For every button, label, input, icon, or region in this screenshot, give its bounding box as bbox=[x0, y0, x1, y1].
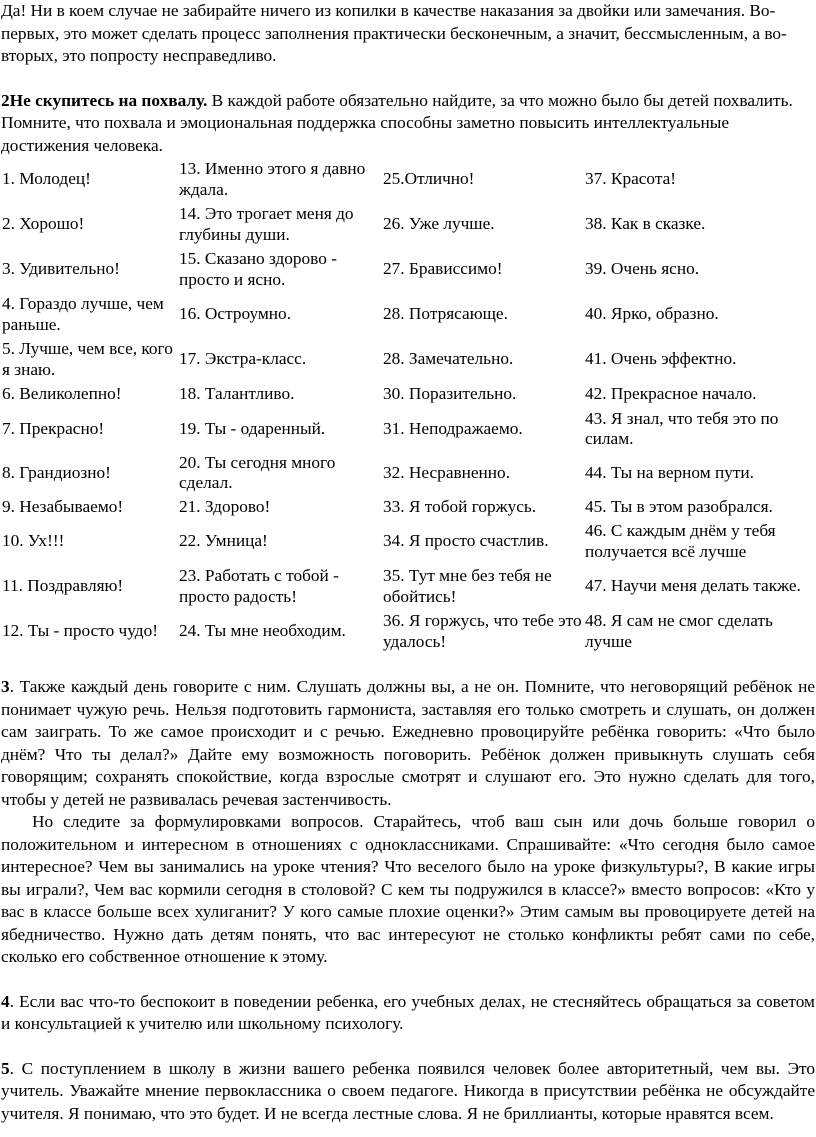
table-cell: 18. Талантливо. bbox=[179, 384, 295, 404]
table-cell: 28. Потрясающе. bbox=[383, 304, 508, 324]
table-cell: 28. Замечательно. bbox=[383, 349, 514, 369]
table-cell: 26. Уже лучше. bbox=[383, 214, 495, 234]
table-cell: 24. Ты мне необходим. bbox=[179, 621, 346, 641]
section-3-text: . Также каждый день говорите с ним. Слушать должны вы, а не он. Помните, что неговорящий ребёнок не понимает чужую речь. Нельзя подготовить гармониста, заставляя его только смотреть и слушать, он должен сам заиграть. То же самое происходит и с речью. Ежедневно провоцируйте ребёнка говорить: «Что было днём? Что ты делал?» Дайте ему возможность поговорить. Ребёнок должен привыкнуть слушать себя говорящим; сохранять спокойствие, когда взрослые смотрят и слушают его. Это нужно сделать для того, чтобы у детей не развивалась речевая застенчивость. bbox=[1, 677, 815, 809]
table-cell: 48. Я сам не смог сделать лучше bbox=[585, 611, 773, 651]
section-2-text: В каждой работе обязательно найдите, за что можно было бы детей похвалить. Помните, что похвала и эмоциональная поддержка способны заметно повысить интеллектуальные достижения человека. bbox=[1, 90, 793, 155]
table-cell: 15. Сказано здорово - просто и ясно. bbox=[179, 249, 337, 289]
table-cell: 46. С каждым днём у тебя получается всё лучше bbox=[585, 521, 776, 561]
table-row bbox=[0, 247, 816, 292]
table-cell: 12. Ты - просто чудо! bbox=[2, 621, 158, 641]
table-cell: 13. Именно этого я давно ждала. bbox=[179, 159, 366, 199]
section-4-text: . Если вас что-то беспокоит в поведении ребенка, его учебных делах, не стесняйтесь обращаться за советом и консультацией к учителю или школьному психологу. bbox=[1, 991, 815, 1033]
section-3-number: 3 bbox=[1, 677, 10, 696]
table-cell: 43. Я знал, что тебя это по силам. bbox=[585, 408, 779, 448]
table-row bbox=[0, 202, 816, 247]
table-row bbox=[0, 407, 816, 451]
table-row bbox=[0, 157, 816, 202]
table-row bbox=[0, 337, 816, 382]
table-cell: 27. Брависсимо! bbox=[383, 259, 503, 279]
section-4-paragraph bbox=[1, 991, 815, 1036]
table-row bbox=[0, 495, 816, 519]
table-cell: 2. Хорошо! bbox=[2, 214, 85, 234]
section-5-paragraph bbox=[1, 1058, 815, 1126]
table-cell: 35. Тут мне без тебя не обойтись! bbox=[383, 566, 552, 606]
table-cell: 34. Я просто счастлив. bbox=[383, 531, 549, 551]
section-2-heading: Не скупитесь на похвалу. bbox=[9, 90, 208, 110]
table-cell: 8. Грандиозно! bbox=[2, 462, 111, 482]
section-5-text: . С поступлением в школу в жизни вашего ребенка появился человек более авторитетный, чем вы. Это учитель. Уважайте мнение первоклассника о своем педагоге. Никогда в присутствии ребёнка не обсуждайте учителя. Я понимаю, что это будет. И не всегда лестные слова. Я не бриллианты, которые нравятся всем. bbox=[1, 1058, 815, 1123]
table-cell: 20. Ты сегодня много сделал. bbox=[179, 452, 336, 492]
table-cell: 6. Великолепно! bbox=[2, 384, 122, 404]
table-cell: 25.Отлично! bbox=[383, 169, 475, 189]
table-cell: 42. Прекрасное начало. bbox=[585, 384, 757, 404]
section-4-number: 4 bbox=[1, 991, 10, 1011]
table-cell: 47. Научи меня делать также. bbox=[585, 576, 801, 596]
table-cell: 31. Неподражаемо. bbox=[383, 418, 523, 438]
table-row bbox=[0, 519, 816, 564]
table-cell: 40. Ярко, образно. bbox=[585, 304, 719, 324]
section-3-continuation: Но следите за формулировками вопросов. Старайтесь, чтоб ваш сын или дочь больше говорил о положительном и интересном в отношениях с одноклассниками. Спрашивайте: «Что сегодня было самое интересное? Чем вы занимались на уроке чтения? Что веселого было на уроке физкультуры?, В какие игры вы играли?, Чем вас кормили сегодня в столовой? С кем ты подружился в классе?» вместо вопросов: «Кто у вас в классе больше всех хулиганит? У кого самые плохие оценки?» Этим самым вы провоцируете детей на ябедничество. Нужно дать детям понять, что вас интересуют не столько конфликты ребят сами по себе, сколько его собственное отношение к этому. bbox=[1, 812, 815, 966]
praise-phrases-table bbox=[0, 157, 816, 654]
table-cell: 3. Удивительно! bbox=[2, 259, 120, 279]
intro-paragraph: Да! Ни в коем случае не забирайте ничего из копилки в качестве наказания за двойки или замечания. Во-первых, это может сделать процесс заполнения практически бесконечным, а значит, бессмысленным, а во-вторых, это попросту несправедливо. bbox=[1, 1, 787, 65]
table-cell: 22. Умница! bbox=[179, 531, 268, 551]
table-cell: 9. Незабываемо! bbox=[2, 496, 124, 516]
table-cell: 44. Ты на верном пути. bbox=[585, 462, 754, 482]
table-cell: 14. Это трогает меня до глубины души. bbox=[179, 204, 354, 244]
table-cell: 5. Лучше, чем все, кого я знаю. bbox=[2, 339, 173, 379]
table-cell: 38. Как в сказке. bbox=[585, 214, 706, 234]
table-cell: 11. Поздравляю! bbox=[2, 576, 124, 596]
section-2-number: 2 bbox=[1, 90, 10, 110]
table-cell: 1. Молодец! bbox=[2, 169, 91, 189]
section-5-number: 5 bbox=[1, 1058, 10, 1078]
table-cell: 16. Остроумно. bbox=[179, 304, 292, 324]
table-cell: 37. Красота! bbox=[585, 169, 677, 189]
table-row bbox=[0, 382, 816, 407]
table-cell: 10. Ух!!! bbox=[2, 531, 65, 551]
section-2-paragraph bbox=[1, 90, 815, 158]
table-cell: 7. Прекрасно! bbox=[2, 418, 105, 438]
table-cell: 23. Работать с тобой - просто радость! bbox=[179, 566, 339, 606]
table-cell: 45. Ты в этом разобрался. bbox=[585, 496, 773, 516]
table-cell: 41. Очень эффектно. bbox=[585, 349, 737, 369]
table-cell: 30. Поразительно. bbox=[383, 384, 517, 404]
table-cell: 32. Несравненно. bbox=[383, 462, 511, 482]
table-cell: 17. Экстра-класс. bbox=[179, 349, 307, 369]
table-cell: 19. Ты - одаренный. bbox=[179, 418, 326, 438]
document-page bbox=[1, 0, 815, 1125]
table-cell: 33. Я тобой горжусь. bbox=[383, 496, 537, 516]
table-cell: 36. Я горжусь, что тебе это удалось! bbox=[383, 611, 582, 651]
table-cell: 21. Здорово! bbox=[179, 496, 271, 516]
table-row bbox=[0, 292, 816, 337]
table-row bbox=[0, 564, 816, 609]
section-3-paragraph bbox=[1, 676, 815, 811]
table-row bbox=[0, 609, 816, 654]
table-row bbox=[0, 451, 816, 495]
table-cell: 4. Гораздо лучше, чем раньше. bbox=[2, 294, 164, 334]
table-cell: 39. Очень ясно. bbox=[585, 259, 700, 279]
